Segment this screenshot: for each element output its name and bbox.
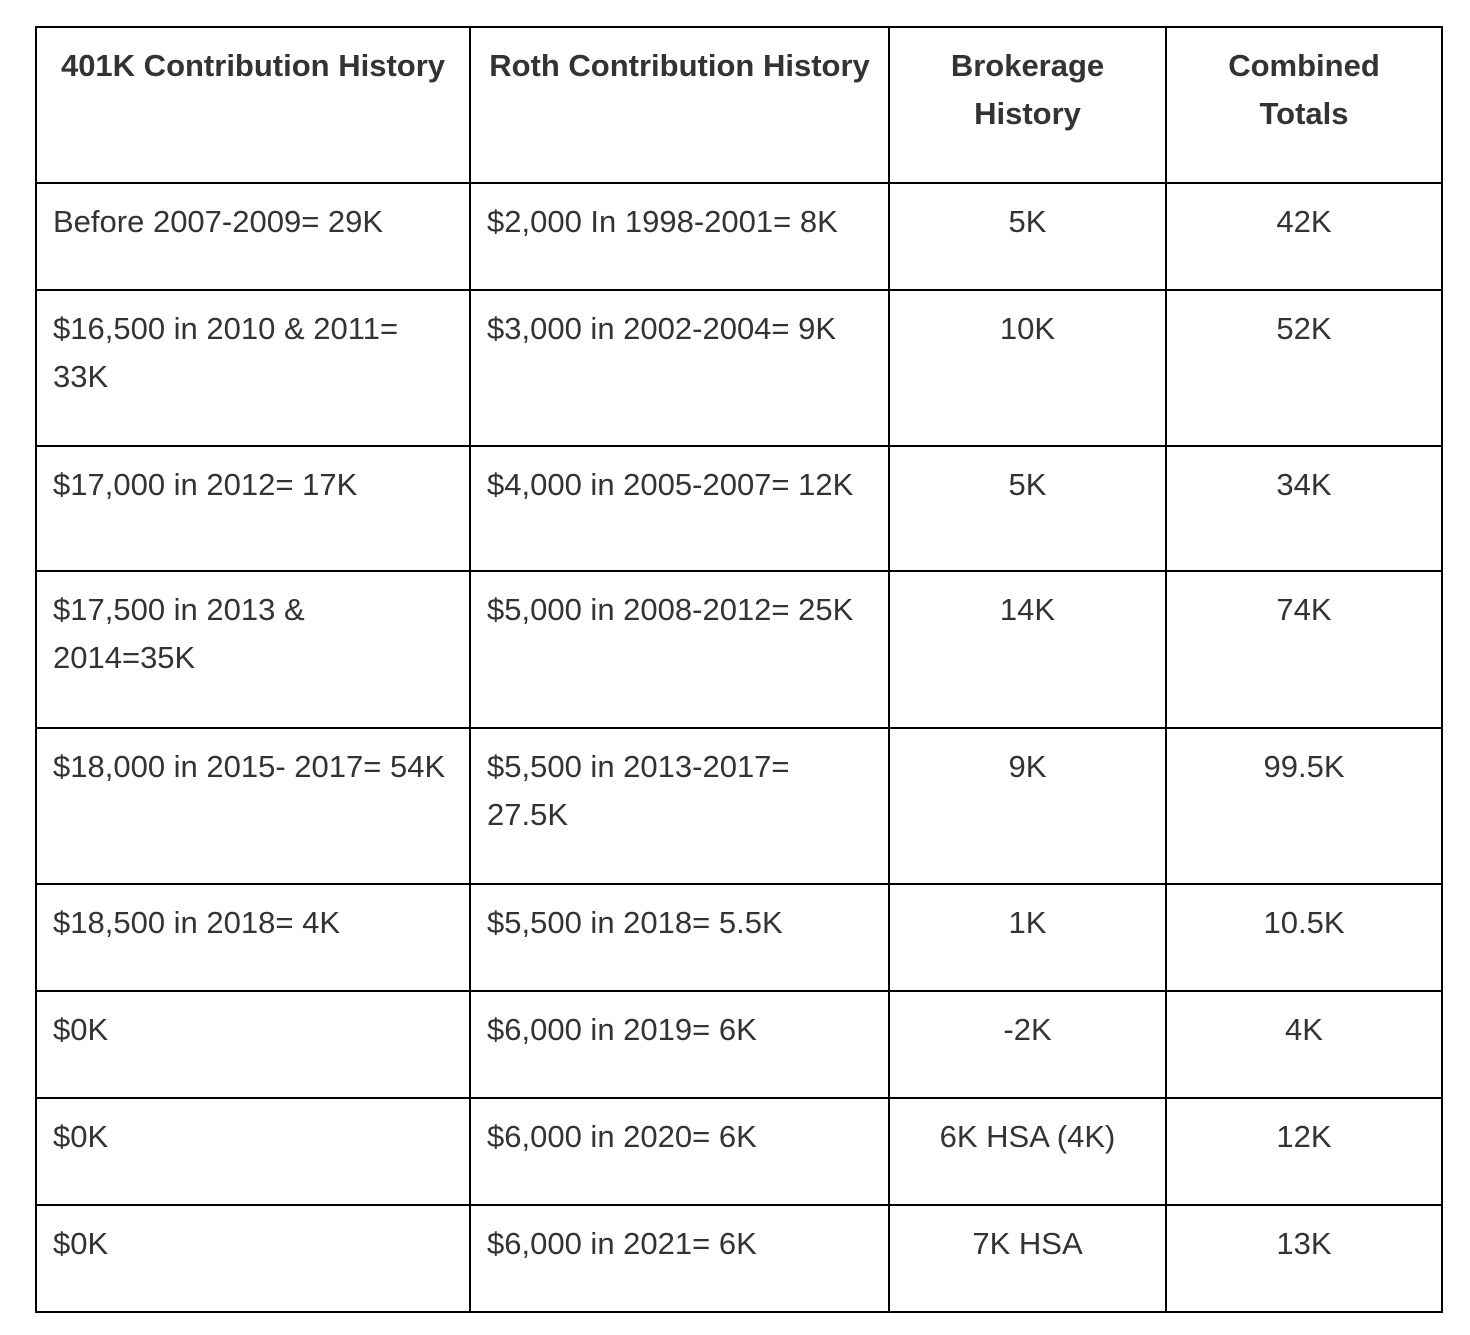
cell-combined-total: 99.5K — [1166, 728, 1442, 884]
cell-combined-total: 12K — [1166, 1098, 1442, 1205]
cell-roth: $2,000 In 1998-2001= 8K — [470, 183, 889, 290]
cell-roth: $5,500 in 2018= 5.5K — [470, 884, 889, 991]
cell-brokerage: 14K — [889, 571, 1166, 728]
table-row — [36, 571, 1442, 728]
cell-roth: $5,500 in 2013-2017= 27.5K — [470, 728, 889, 884]
cell-roth: $3,000 in 2002-2004= 9K — [470, 290, 889, 446]
cell-401k: $0K — [36, 1205, 470, 1312]
cell-roth: $6,000 in 2019= 6K — [470, 991, 889, 1098]
header-brokerage-history: Brokerage History — [889, 27, 1166, 183]
cell-brokerage: 5K — [889, 446, 1166, 571]
cell-401k: $18,000 in 2015- 2017= 54K — [36, 728, 470, 884]
table-row — [36, 446, 1442, 571]
cell-brokerage: 9K — [889, 728, 1166, 884]
table-row — [36, 183, 1442, 290]
cell-roth: $6,000 in 2021= 6K — [470, 1205, 889, 1312]
cell-401k: $17,500 in 2013 & 2014=35K — [36, 571, 470, 728]
cell-401k: $18,500 in 2018= 4K — [36, 884, 470, 991]
cell-401k: $0K — [36, 1098, 470, 1205]
cell-brokerage: 6K HSA (4K) — [889, 1098, 1166, 1205]
header-401k-contribution-history: 401K Contribution History — [36, 27, 470, 183]
header-combined-totals: Combined Totals — [1166, 27, 1442, 183]
cell-brokerage: 5K — [889, 183, 1166, 290]
cell-401k: $0K — [36, 991, 470, 1098]
table-header-row — [36, 27, 1442, 183]
cell-401k: $17,000 in 2012= 17K — [36, 446, 470, 571]
cell-roth: $4,000 in 2005-2007= 12K — [470, 446, 889, 571]
table-row — [36, 884, 1442, 991]
cell-combined-total: 52K — [1166, 290, 1442, 446]
cell-combined-total: 4K — [1166, 991, 1442, 1098]
cell-brokerage: 10K — [889, 290, 1166, 446]
table-row — [36, 991, 1442, 1098]
cell-401k: $16,500 in 2010 & 2011= 33K — [36, 290, 470, 446]
header-roth-contribution-history: Roth Contribution History — [470, 27, 889, 183]
table-row — [36, 1098, 1442, 1205]
cell-roth: $6,000 in 2020= 6K — [470, 1098, 889, 1205]
cell-roth: $5,000 in 2008-2012= 25K — [470, 571, 889, 728]
cell-combined-total: 42K — [1166, 183, 1442, 290]
cell-brokerage: 1K — [889, 884, 1166, 991]
cell-combined-total: 74K — [1166, 571, 1442, 728]
contribution-history-table — [35, 26, 1443, 1313]
table-row — [36, 1205, 1442, 1312]
cell-combined-total: 10.5K — [1166, 884, 1442, 991]
cell-brokerage: -2K — [889, 991, 1166, 1098]
cell-brokerage: 7K HSA — [889, 1205, 1166, 1312]
table-row — [36, 728, 1442, 884]
cell-combined-total: 13K — [1166, 1205, 1442, 1312]
cell-401k: Before 2007-2009= 29K — [36, 183, 470, 290]
table-row — [36, 290, 1442, 446]
cell-combined-total: 34K — [1166, 446, 1442, 571]
